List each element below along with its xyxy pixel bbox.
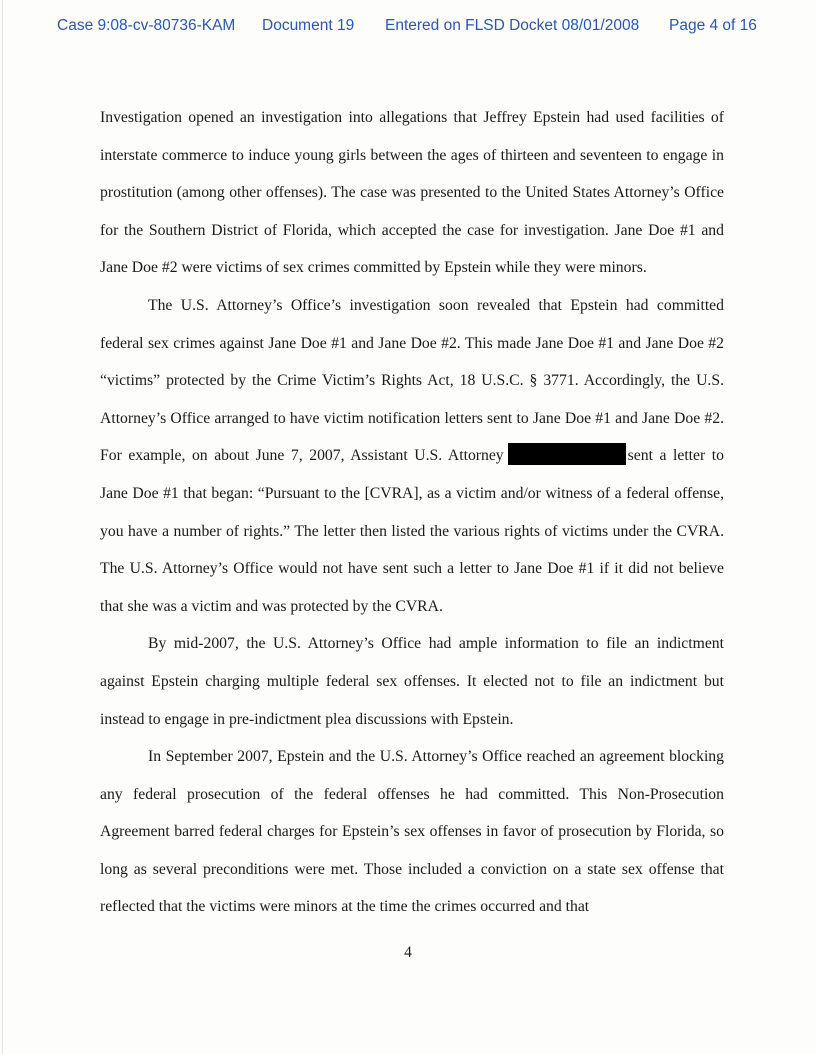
scan-edge-line <box>2 0 3 1054</box>
redaction-block <box>508 443 626 465</box>
document-number: Document 19 <box>262 17 355 34</box>
paragraph-3: By mid-2007, the U.S. Attorney’s Office had ample information to file an indictment against Epstein charging multiple federal sex offenses. It elected not to file an indictment but instead to engage in pre-indictment plea discussions with Epstein. <box>100 635 724 728</box>
paragraph-2-text-before-redaction: The U.S. Attorney’s Office’s investigation soon revealed that Epstein had committed federal sex crimes against Jane Doe #1 and Jane Doe #2. This made Jane Doe #1 and Jane Doe #2 “victims” protected by the Crime Victim’s Rights Act, 18 U.S.C. § 3771. Accordingly, the U.S. Attorney’s Office arranged to have victim notification letters sent to Jane Doe #1 and Jane Doe #2. For example, on about June 7, 2007, Assistant U.S. Attorney <box>100 296 724 465</box>
paragraph-2-text-after-redaction: sent a letter to Jane Doe #1 that began: “Pursuant to the [CVRA], as a victim and/or witness of a federal offense, you have a number of rights.” The letter then listed the various rights of victims under the CVRA. The U.S. Attorney’s Office would not have sent such a letter to Jane Doe #1 if it did not believe that she was a victim and was protected by the CVRA. <box>100 447 724 615</box>
page-indicator: Page 4 of 16 <box>669 17 757 34</box>
paragraph-4: In September 2007, Epstein and the U.S. Attorney’s Office reached an agreement blocking any federal prosecution of the federal offenses he had committed. This Non-Prosecution Agreement barred federal charges for Epstein’s sex offenses in favor of prosecution by Florida, so long as several preconditions were met. Those included a conviction on a state sex offense that reflected that the victims were minors at the time the crimes occurred and that <box>100 748 724 916</box>
document-body <box>100 99 724 926</box>
case-number: Case 9:08-cv-80736-KAM <box>57 17 236 34</box>
docket-entry-date: Entered on FLSD Docket 08/01/2008 <box>385 17 640 34</box>
paragraph-1: Investigation opened an investigation into allegations that Jeffrey Epstein had used facilities of interstate commerce to induce young girls between the ages of thirteen and seventeen to engage in prostitution (among other offenses). The case was presented to the United States Attorney’s Office for the Southern District of Florida, which accepted the case for investigation. Jane Doe #1 and Jane Doe #2 were victims of sex crimes committed by Epstein while they were minors. <box>100 109 724 277</box>
paragraph-2 <box>100 287 724 625</box>
page-number: 4 <box>404 944 412 961</box>
